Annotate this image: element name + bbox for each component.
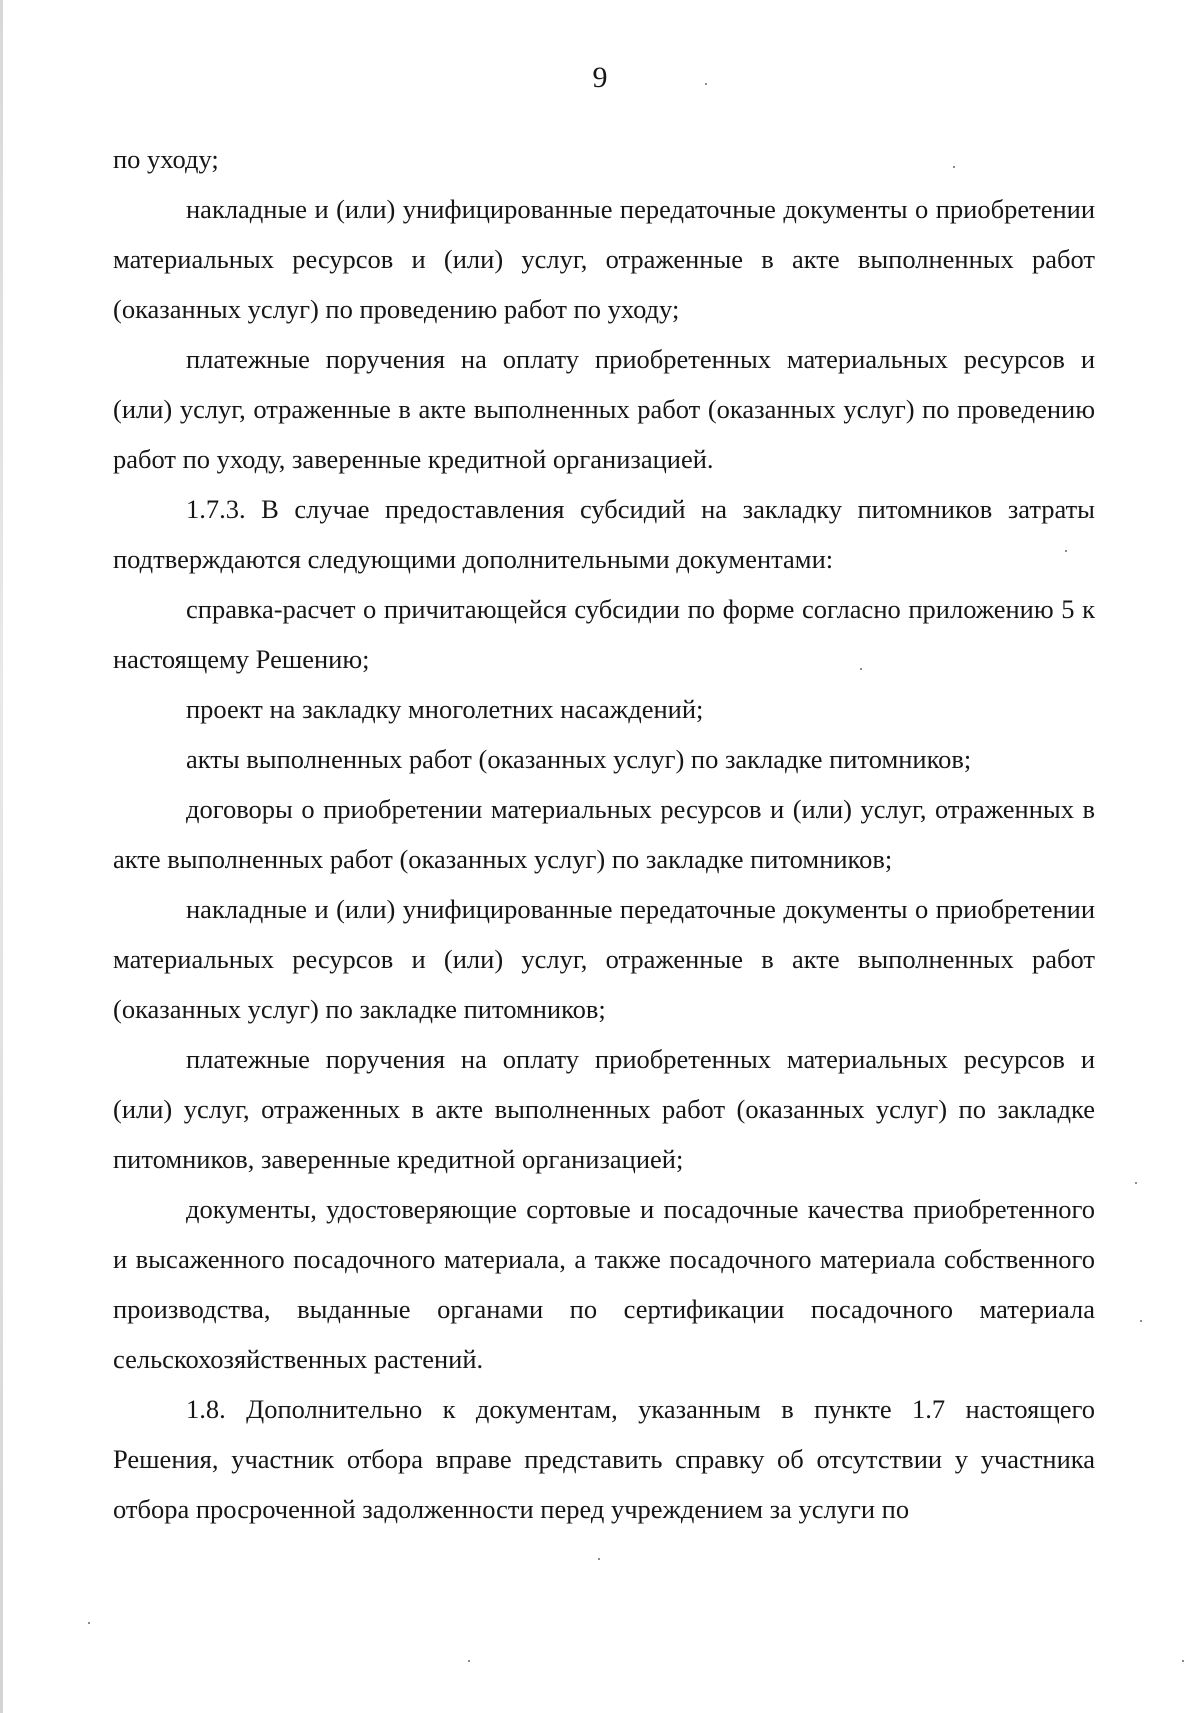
document-body [113, 134, 1095, 1534]
paragraph-continuation: по уходу; [113, 144, 219, 174]
paragraph-section-1-7-3: 1.7.3. В случае предоставления субсидий на закладку питомников затраты подтверждаются следующими дополнительными документами: [113, 494, 1095, 574]
scan-speck [1065, 550, 1067, 552]
scan-speck [705, 83, 707, 85]
scan-speck [468, 1660, 470, 1662]
paragraph-payment-orders-care: платежные поручения на оплату приобретенных материальных ресурсов и (или) услуг, отраженные в акте выполненных работ (оказанных услуг) по проведению работ по уходу, заверенные кредитной организацией. [113, 344, 1095, 474]
paragraph-section-1-8: 1.8. Дополнительно к документам, указанным в пункте 1.7 настоящего Решения, участник отбора вправе представить справку об отсутствии у участника отбора просроченной задолженности перед учреждением за услуги по [113, 1394, 1095, 1524]
scan-speck [953, 166, 955, 168]
scan-speck [598, 1558, 600, 1560]
paragraph-contracts: договоры о приобретении материальных ресурсов и (или) услуг, отраженных в акте выполненных работ (оказанных услуг) по закладке питомников; [113, 794, 1095, 874]
paragraph-planting-project: проект на закладку многолетних насаждений; [186, 694, 704, 724]
scan-speck [88, 1622, 90, 1624]
paragraph-invoices-care: накладные и (или) унифицированные передаточные документы о приобретении материальных ресурсов и (или) услуг, отраженные в акте выполненных работ (оказанных услуг) по проведению работ по уходу; [113, 194, 1095, 324]
scan-edge [0, 0, 3, 1713]
scan-speck [860, 668, 862, 670]
page-number: 9 [592, 61, 608, 94]
paragraph-payment-orders-nursery: платежные поручения на оплату приобретенных материальных ресурсов и (или) услуг, отраженных в акте выполненных работ (оказанных услуг) по закладке питомников, заверенные кредитной организацией; [113, 1044, 1095, 1174]
paragraph-subsidy-calculation: справка-расчет о причитающейся субсидии по форме согласно приложению 5 к настоящему Решению; [113, 594, 1095, 674]
paragraph-work-acts: акты выполненных работ (оказанных услуг) по закладке питомников; [186, 744, 972, 774]
scan-speck [1140, 1320, 1142, 1322]
scan-speck [1135, 1182, 1137, 1184]
scan-speck [1182, 1660, 1184, 1662]
paragraph-quality-documents: документы, удостоверяющие сортовые и посадочные качества приобретенного и высаженного посадочного материала, а также посадочного материала собственного производства, выданные органами по сертификации посадочного материала сельскохозяйственных растений. [113, 1194, 1095, 1374]
paragraph-invoices-nursery: накладные и (или) унифицированные передаточные документы о приобретении материальных ресурсов и (или) услуг, отраженные в акте выполненных работ (оказанных услуг) по закладке питомников; [113, 894, 1095, 1024]
